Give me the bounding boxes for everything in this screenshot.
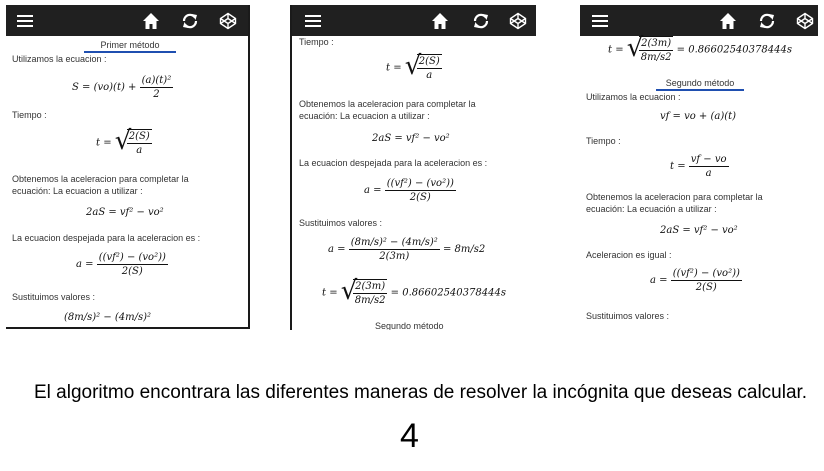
codepen-icon[interactable]: [509, 12, 527, 30]
equation: vf = vo + (a)(t): [660, 111, 737, 122]
screen-2: [292, 5, 536, 330]
page-number: 4: [400, 417, 419, 455]
home-icon[interactable]: [719, 12, 737, 30]
menu-icon[interactable]: [591, 12, 609, 30]
refresh-icon[interactable]: [758, 12, 776, 30]
slide-caption: El algoritmo encontrara las diferentes maneras de resolver la incógnita que deseas calcular.: [34, 382, 808, 403]
instruction-text: Sustituimos valores :: [12, 292, 96, 302]
equation: t = √ $\frac{2(S)}{a}$: [386, 51, 440, 81]
instruction-text: ecuación: La ecuación a utilizar :: [586, 204, 717, 214]
instruction-text: Obtenemos la aceleracion para completar la: [586, 192, 763, 202]
instruction-text: Obtenemos la aceleracion para completar la: [12, 174, 189, 184]
home-icon[interactable]: [431, 12, 449, 30]
equation: t = √ $\frac{2(3m)}{8m/s2}$ = 0.86602540378444s: [322, 276, 506, 306]
screen-1-bottom-border: [6, 327, 250, 329]
equation: t = √ $\frac{2(S)}{a}$: [96, 126, 150, 156]
instruction-text: Obtenemos la aceleracion para completar la: [299, 99, 476, 109]
section-heading: Segundo método: [656, 78, 744, 88]
equation-cut: (8m/s)² − (4m/s)²: [64, 312, 152, 323]
label-text: Tiempo :: [586, 136, 621, 146]
screen-2-left-border: [290, 5, 292, 330]
instruction-text: Sustituimos valores :: [586, 311, 670, 321]
instruction-text: La ecuacion despejada para la aceleracion es :: [299, 158, 488, 168]
instruction-text: ecuación: La ecuacion a utilizar :: [12, 186, 143, 196]
equation: S = (vo)(t) + $\frac{\text{(a)(t)²}}{2}$: [72, 75, 172, 100]
equation: t = $\frac{vf - vo}{a}$: [670, 154, 727, 179]
equation: t = √ $\frac{2(3m)}{8m/s2}$ = 0.86602540378444s: [608, 33, 792, 63]
label-text: Tiempo :: [12, 110, 47, 120]
section-heading: Segundo método: [375, 321, 444, 330]
equation: 2aS = vf² − vo²: [660, 225, 738, 236]
equation: 2aS = vf² − vo²: [86, 207, 164, 218]
section-heading: Primer método: [84, 40, 176, 50]
instruction-text: Utilizamos la ecuacion :: [12, 54, 107, 64]
equation: a = $\frac{\text{((vf²) − (vo²))}}{2(S)}$: [650, 268, 740, 293]
app-toolbar: [6, 5, 249, 36]
menu-icon[interactable]: [16, 12, 34, 30]
instruction-text: Utilizamos la ecuacion :: [586, 92, 681, 102]
equation: a = $\frac{\text{(8m/s)² − (4m/s)²}}{2(3m)}$ = 8m/s2: [328, 237, 486, 262]
refresh-icon[interactable]: [181, 12, 199, 30]
label-text: Aceleracion es igual :: [586, 250, 672, 260]
instruction-text: ecuación: La ecuacion a utilizar :: [299, 111, 430, 121]
equation: a = $\frac{\text{((vf²) − (vo²))}}{2(S)}$: [76, 252, 166, 277]
screen-3: [580, 5, 818, 325]
codepen-icon[interactable]: [796, 12, 814, 30]
screen-1: [6, 5, 249, 328]
label-text: Tiempo :: [299, 37, 334, 47]
menu-icon[interactable]: [304, 12, 322, 30]
equation: 2aS = vf² − vo²: [372, 133, 450, 144]
equation: a = $\frac{\text{((vf²) − (vo²))}}{2(S)}$: [364, 178, 454, 203]
app-toolbar: [292, 5, 536, 36]
codepen-icon[interactable]: [219, 12, 237, 30]
instruction-text: La ecuacion despejada para la aceleracion es :: [12, 233, 201, 243]
screen-1-right-border: [248, 5, 250, 328]
instruction-text: Sustituimos valores :: [299, 218, 383, 228]
refresh-icon[interactable]: [472, 12, 490, 30]
home-icon[interactable]: [142, 12, 160, 30]
app-toolbar: [580, 5, 818, 36]
